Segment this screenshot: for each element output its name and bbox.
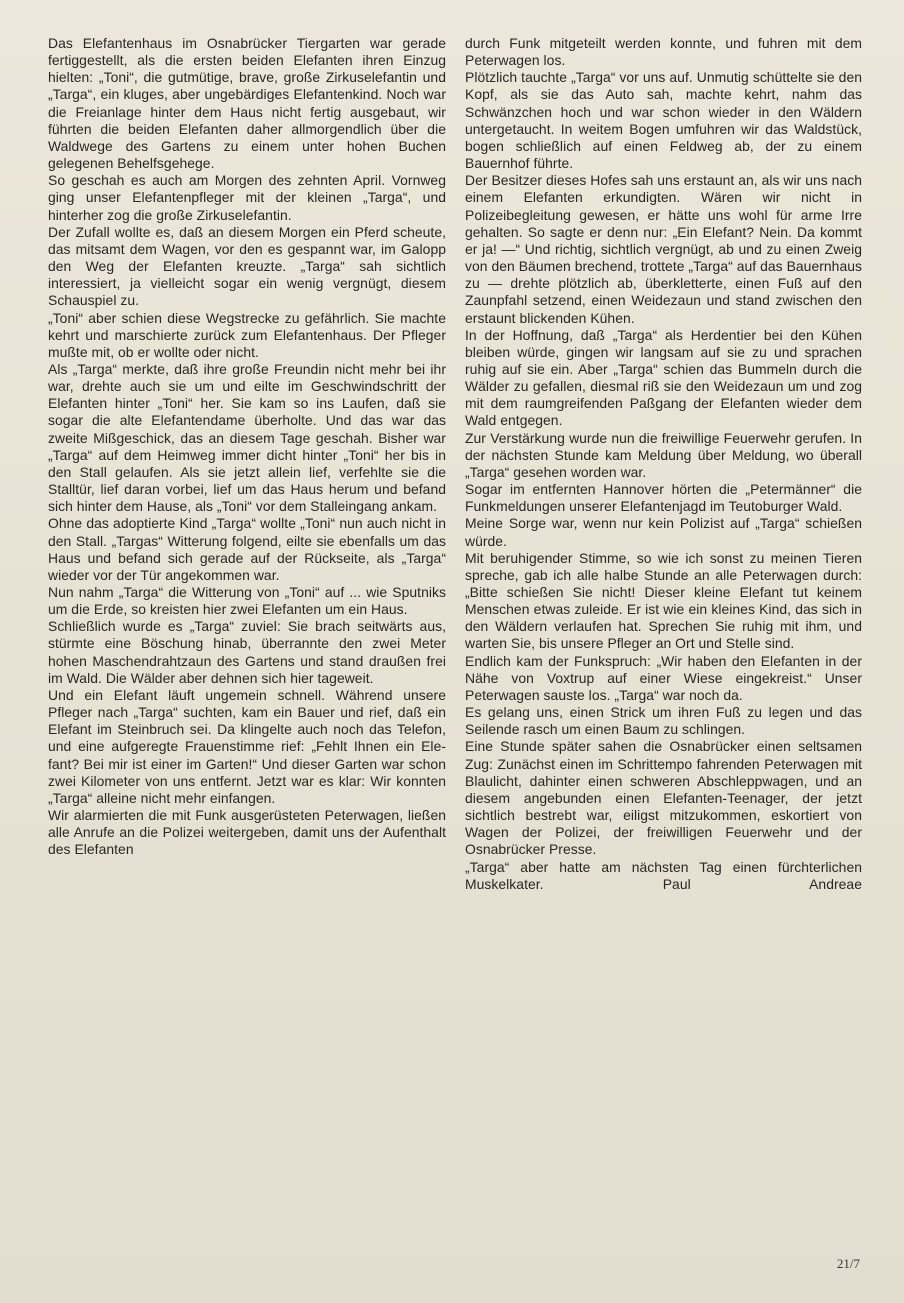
paragraph: Der Zufall wollte es, daß an diesem Morgen ein Pferd scheute, das mitsamt dem Wagen, vor den es gespannt war, im Galopp den Weg der Elefanten kreuzte. „Targa“ sah sichtlich interessiert, ja vielleicht sogar ein wenig vergnügt, diesem Schauspiel zu. (48, 223, 446, 309)
paragraph: Sogar im entfernten Hannover hörten die „Petermänner“ die Funkmeldungen unserer Elefantenjagd im Teutoburger Wald. (465, 481, 862, 515)
paragraph: Schließlich wurde es „Targa“ zuviel: Sie brach seitwärts aus, stürmte eine Böschung hinab, überrannte den zwei Meter hohen Maschendrahtzaun des Gartens und stand draußen frei im Wald. Die Wälder aber dehnen sich hier tageweit. (48, 618, 446, 686)
right-column (465, 35, 862, 893)
paragraph: Meine Sorge war, wenn nur kein Polizist auf „Targa“ schießen würde. (465, 515, 862, 549)
paragraph: Der Besitzer dieses Hofes sah uns erstaunt an, als wir uns nach einem Elefanten erkundigten. Wären wir nicht in Polizeibegleitung gewesen, er hätte uns wohl für arme Irre gehalten. So sagte er denn nur: „Ein Elefant? Nein. Da kommt er ja! —“ Und richtig, sichtlich vergnügt, ab und zu einen Zweig von den Bäumen brechend, trottete „Targa“ auf das Bauernhaus zu — drehte plötzlich ab, überkletterte, einen Fuß auf den Zaunpfahl setzend, einen Weidezaun und stand zwischen den erstaunt blickenden Kühen. (465, 172, 862, 326)
closing-paragraph (465, 859, 862, 893)
paragraph: Zur Verstärkung wurde nun die freiwillige Feuerwehr gerufen. In der nächsten Stunde kam Meldung über Meldung, wo überall „Targa“ gesehen worden war. (465, 429, 862, 480)
paragraph: Plötzlich tauchte „Targa“ vor uns auf. Unmutig schüttelte sie den Kopf, als sie das Auto sah, machte kehrt, nahm das Schwänzchen hoch und war schon wieder in den Wäldern untergetaucht. In weitem Bogen umfuhren wir das Waldstück, bogen schließlich auf einen Feldweg ab, der zu einem Bauernhof führte. (465, 69, 862, 172)
paragraph: Und ein Elefant läuft ungemein schnell. Während unsere Pfleger nach „Targa“ suchten, kam ein Bauer und rief, daß ein Elefant im Steinbruch sei. Da klingelte auch noch das Telefon, und eine aufgeregte Frauenstimme rief: „Fehlt Ihnen ein Elefant? Bei mir ist einer im Garten!“ Und dieser Garten war schon zwei Kilometer von uns entfernt. Jetzt war es klar: Wir konnten „Targa“ alleine nicht mehr einfangen. (48, 686, 446, 806)
paragraph: Eine Stunde später sahen die Osnabrücker einen seltsamen Zug: Zunächst einen im Schrittempo fahrenden Peterwagen mit Blaulicht, dahinter einen schweren Abschleppwagen, und an diesem angebunden einen Elefanten-Teenager, der jetzt sichtlich bestrebt war, eiligst mitzukommen, eskortiert von Wagen der Polizei, der freiwilligen Feuerwehr und der Osnabrücker Presse. (465, 738, 862, 858)
paragraph: Ohne das adoptierte Kind „Targa“ wollte „Toni“ nun auch nicht in den Stall. „Targas“ Witterung folgend, eilte sie ebenfalls um das Haus und befand sich gerade auf der Rückseite, als „Targa“ wieder vor der Tür angekommen war. (48, 515, 446, 583)
page-number: 21/7 (836, 1256, 860, 1271)
paragraph: Es gelang uns, einen Strick um ihren Fuß zu legen und das Seilende rasch um einen Baum zu schlingen. (465, 704, 862, 738)
left-column (48, 35, 446, 859)
paragraph: „Toni“ aber schien diese Wegstrecke zu gefährlich. Sie machte kehrt und marschierte zurück zum Elefantenhaus. Der Pfleger mußte mit, ob er wollte oder nicht. (48, 309, 446, 360)
paragraph: Als „Targa“ merkte, daß ihre große Freundin nicht mehr bei ihr war, drehte auch sie um und eilte im Geschwindschritt der Elefanten hinter „Toni“ her. Sie kam so ins Laufen, daß sie sogar die alte Elefantendame überholte. Und das war das zweite Mißgeschick, das an diesem Tage geschah. Bisher war „Targa“ auf dem Heimweg immer dicht hinter „Toni“ her bis in den Stall gelaufen. Als sie jetzt allein lief, verfehlte sie die Stalltür, lief daran vorbei, lief um das Haus herum und befand sich hinter dem Hause, als „Toni“ vor dem Stalleingang ankam. (48, 360, 446, 515)
closing-line: „Targa“ aber hatte am nächsten Tag einen fürchterlichen Muskelkater. (465, 858, 862, 892)
paragraph: In der Hoffnung, daß „Targa“ als Herdentier bei den Kühen bleiben würde, gingen wir langsam auf sie zu und sprachen ruhig auf sie ein. Aber „Targa“ schien das Bummeln durch die Wälder zu gefallen, diesmal riß sie den Weidezaun um und zog mit dem raumgreifenden Paßgang der Elefanten wieder dem Wald entgegen. (465, 326, 862, 429)
paragraph: Endlich kam der Funkspruch: „Wir haben den Elefanten in der Nähe von Voxtrup auf einer Wiese eingekreist.“ Unser Peterwagen sauste los. „Targa“ war noch da. (465, 652, 862, 703)
paragraph: So geschah es auch am Morgen des zehnten April. Vornweg ging unser Elefantenpfleger mit der kleinen „Targa“, und hinterher zog die große Zirkuselefantin. (48, 172, 446, 223)
paragraph: Mit beruhigender Stimme, so wie ich sonst zu meinen Tieren spreche, gab ich alle halbe Stunde an alle Peterwagen durch: „Bitte schießen Sie nicht! Dieser kleine Elefant tut keinem Menschen etwas zuleide. Er ist wie ein kleines Kind, das sich in den Wäldern verlaufen hat. Sprechen Sie ruhig mit ihm, und warten Sie, bis unsere Pfleger an Ort und Stelle sind. (465, 549, 862, 652)
paragraph: durch Funk mitgeteilt werden konnte, und fuhren mit dem Peterwagen los. (465, 35, 862, 69)
paragraph: Das Elefantenhaus im Osnabrücker Tiergarten war gerade fertiggestellt, als die ersten beiden Elefanten ihren Einzug hielten: „Toni“, die gutmütige, brave, große Zirkuselefantin und „Targa“, ein kluges, aber ungebärdiges Elefantenkind. Noch war die Freianlage hinter dem Haus nicht fertig ausgebaut, wir führten die beiden Elefanten daher allmorgendlich über die Waldwege des Gartens zu einem unter hohen Buchen gelegenen Behelfsgehege. (48, 35, 446, 172)
author-signature: Paul Andreae (662, 875, 862, 892)
paragraph: Wir alarmierten die mit Funk ausgerüsteten Peterwagen, ließen alle Anrufe an die Polizei weitergeben, damit uns der Aufenthalt des Elefanten (48, 807, 446, 858)
paragraph: Nun nahm „Targa“ die Witterung von „Toni“ auf ... wie Sputniks um die Erde, so kreisten hier zwei Elefanten um ein Haus. (48, 584, 446, 618)
